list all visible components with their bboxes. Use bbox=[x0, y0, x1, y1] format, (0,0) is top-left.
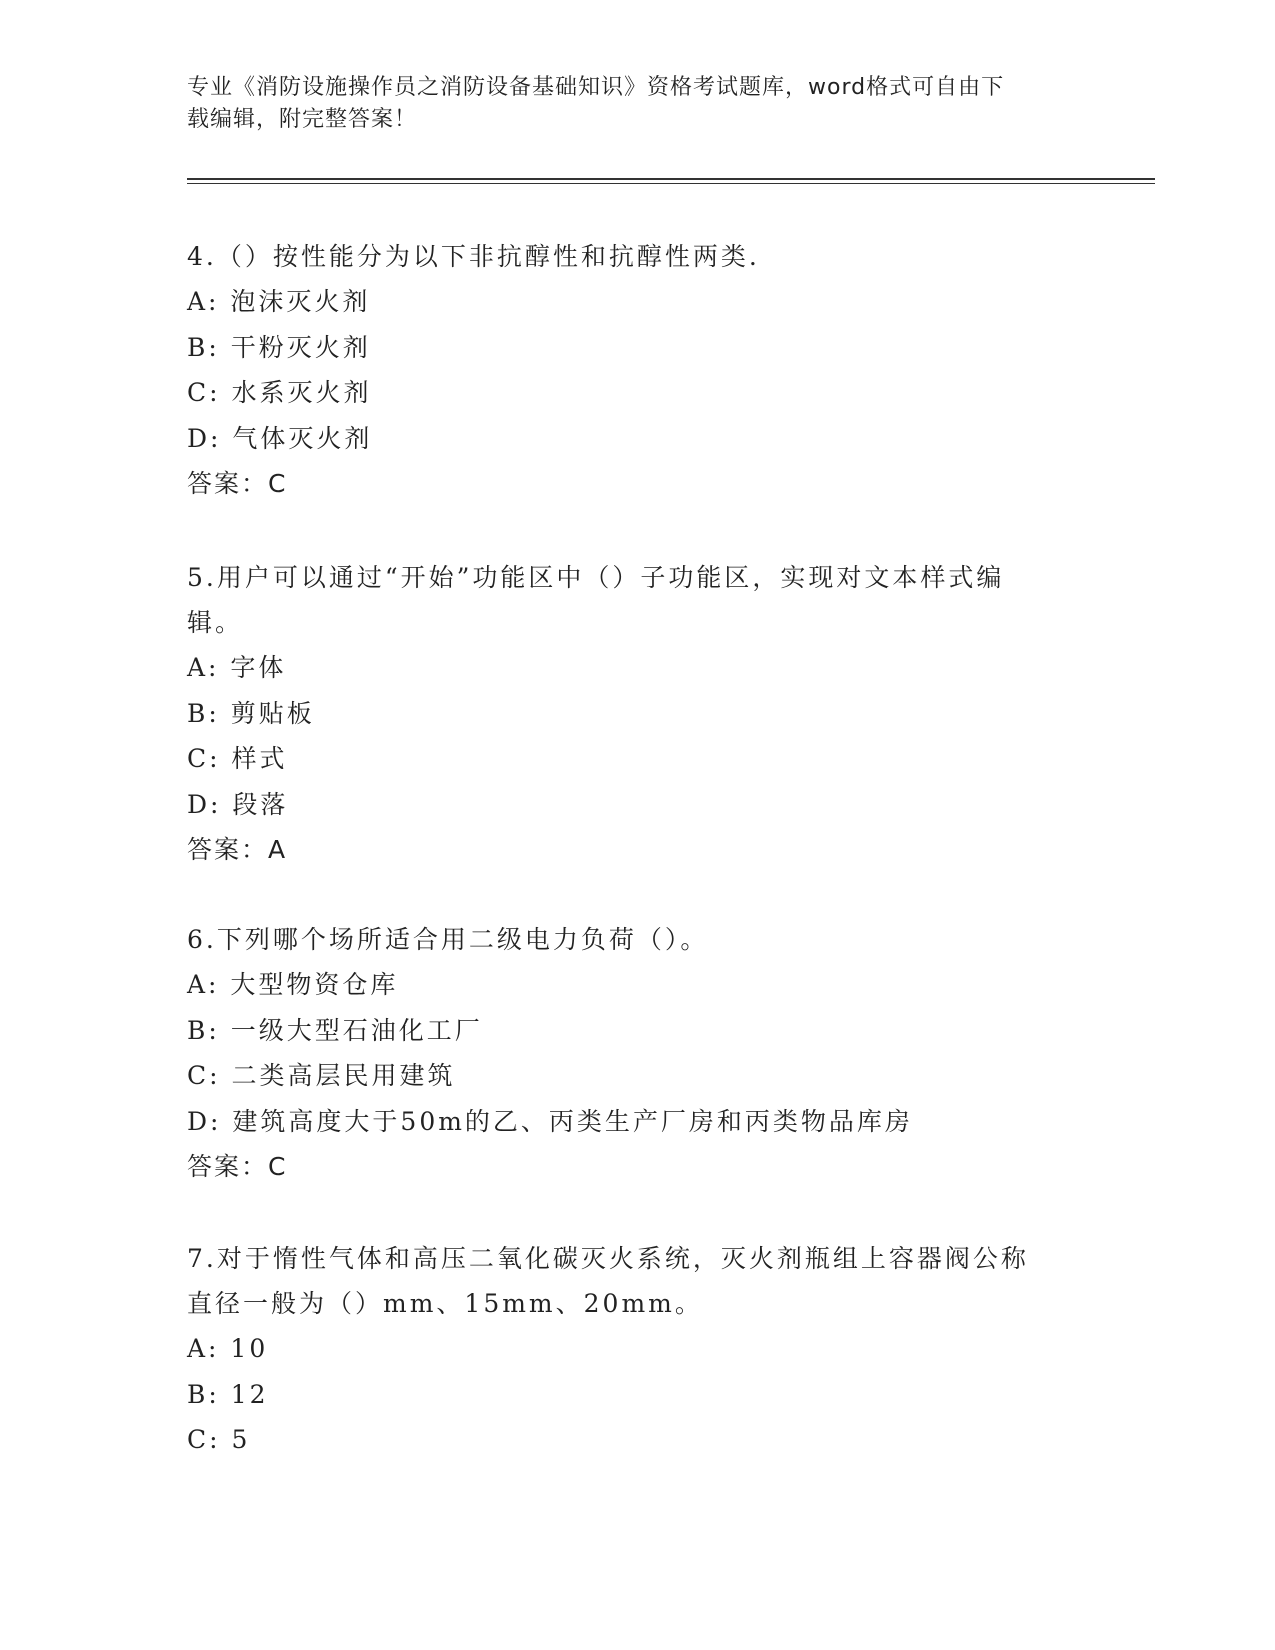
question-title: 4.（）按性能分为以下非抗醇性和抗醇性两类. bbox=[187, 242, 760, 271]
option-c: C: 水系灭火剂 bbox=[187, 378, 372, 407]
answer: 答案：A bbox=[187, 835, 288, 864]
answer: 答案：C bbox=[187, 469, 288, 498]
header-line-1: 专业《消防设施操作员之消防设备基础知识》资格考试题库，word格式可自由下 bbox=[187, 75, 1005, 100]
option-a: A: 大型物资仓库 bbox=[187, 970, 399, 999]
option-d: D: 建筑高度大于50m的乙、丙类生产厂房和丙类物品库房 bbox=[187, 1106, 913, 1136]
option-b: B: 12 bbox=[187, 1379, 269, 1409]
question-4 bbox=[187, 234, 1067, 507]
option-a: A: 泡沫灭火剂 bbox=[187, 287, 371, 316]
question-5 bbox=[187, 555, 1067, 873]
question-title-line-2: 直径一般为（）mm、15mm、20mm。 bbox=[187, 1289, 703, 1318]
header-divider-thin bbox=[187, 183, 1155, 184]
question-title-line-2: 辑。 bbox=[187, 608, 244, 637]
question-title-line-1: 5.用户可以通过“开始”功能区中（）子功能区，实现对文本样式编 bbox=[187, 563, 1005, 592]
question-7 bbox=[187, 1236, 1067, 1463]
option-c: C: 5 bbox=[187, 1425, 251, 1454]
header-line-2: 载编辑，附完整答案！ bbox=[187, 107, 418, 132]
option-b: B: 一级大型石油化工厂 bbox=[187, 1015, 483, 1045]
question-6 bbox=[187, 917, 1067, 1190]
option-a: A: 字体 bbox=[187, 653, 287, 682]
option-b: B: 剪贴板 bbox=[187, 698, 315, 728]
document-header bbox=[187, 72, 1067, 136]
option-a: A: 10 bbox=[187, 1334, 269, 1363]
option-d: D: 气体灭火剂 bbox=[187, 423, 373, 453]
answer: 答案：C bbox=[187, 1152, 288, 1181]
header-divider-thick bbox=[187, 178, 1155, 180]
option-c: C: 二类高层民用建筑 bbox=[187, 1061, 456, 1090]
option-b: B: 干粉灭火剂 bbox=[187, 332, 371, 362]
question-title: 6.下列哪个场所适合用二级电力负荷（）。 bbox=[187, 925, 709, 954]
option-d: D: 段落 bbox=[187, 789, 289, 819]
option-c: C: 样式 bbox=[187, 744, 288, 773]
question-title-line-1: 7.对于惰性气体和高压二氧化碳灭火系统，灭火剂瓶组上容器阀公称 bbox=[187, 1244, 1029, 1273]
